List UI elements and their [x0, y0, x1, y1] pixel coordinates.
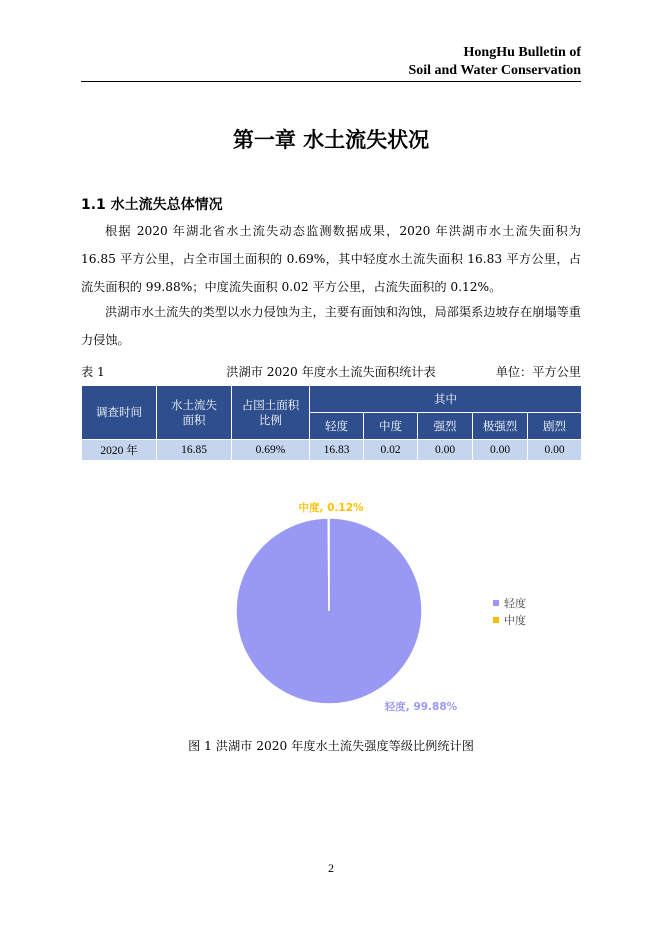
table-unit: 单位：平方公里 — [495, 365, 581, 379]
erosion-stats-table — [81, 385, 582, 461]
legend-swatch-mild — [493, 600, 499, 606]
table-label: 表 1 — [81, 365, 105, 379]
legend-label-mild: 轻度 — [504, 597, 526, 610]
header-line-2: Soil and Water Conservation — [408, 63, 581, 78]
cell-moderate: 0.02 — [364, 440, 418, 461]
paragraph-1: 根据 2020 年湖北省水土流失动态监测数据成果，2020 年洪湖市水土流失面积为 16.85 平方公里，占全市国土面积的 0.69%，其中轻度水土流失面积 16.83 平方公里，占流失面积的 99.88%；中度流失面积 0.02 平方公里，占流失面积的 0.12%。 — [81, 224, 581, 294]
legend-label-moderate: 中度 — [504, 614, 526, 627]
cell-severe: 0.00 — [528, 440, 582, 461]
cell-year: 2020 年 — [82, 440, 157, 461]
table-row — [82, 440, 582, 461]
header-survey-time: 调查时间 — [82, 386, 157, 440]
chapter-title: 第一章 水土流失状况 — [232, 128, 430, 152]
erosion-intensity-pie-chart — [231, 495, 551, 717]
section-title: 1.1 水土流失总体情况 — [81, 197, 223, 213]
header-severe: 剧烈 — [528, 413, 582, 440]
cell-ratio: 0.69% — [232, 440, 310, 461]
header-very-intense: 极强烈 — [473, 413, 528, 440]
header-mild: 轻度 — [310, 413, 364, 440]
header-of-which: 其中 — [310, 386, 582, 413]
cell-mild: 16.83 — [310, 440, 364, 461]
figure-caption: 图 1 洪湖市 2020 年度水土流失强度等级比例统计图 — [188, 739, 474, 753]
header-land-ratio: 占国土面积比例 — [232, 386, 310, 440]
legend-swatch-moderate — [493, 617, 499, 623]
cell-area: 16.85 — [157, 440, 232, 461]
bulletin-header — [408, 44, 581, 80]
paragraph-2: 洪湖市水土流失的类型以水力侵蚀为主，主要有面蚀和沟蚀，局部渠系边坡存在崩塌等重力侵蚀。 — [81, 305, 581, 347]
table-caption — [81, 363, 581, 381]
pie-slice-moderate — [328, 518, 329, 611]
table-title: 洪湖市 2020 年度水土流失面积统计表 — [226, 365, 436, 379]
cell-very-intense: 0.00 — [473, 440, 528, 461]
header-rule — [81, 81, 581, 82]
header-line-1: HongHu Bulletin of — [463, 45, 581, 60]
header-moderate: 中度 — [364, 413, 418, 440]
pie-data-label-mild: 轻度, 99.88% — [384, 701, 458, 713]
pie-data-label-moderate: 中度, 0.12% — [298, 502, 364, 514]
page-number: 2 — [328, 861, 334, 875]
header-erosion-area: 水土流失面积 — [157, 386, 232, 440]
header-intense: 强烈 — [418, 413, 473, 440]
cell-intense: 0.00 — [418, 440, 473, 461]
